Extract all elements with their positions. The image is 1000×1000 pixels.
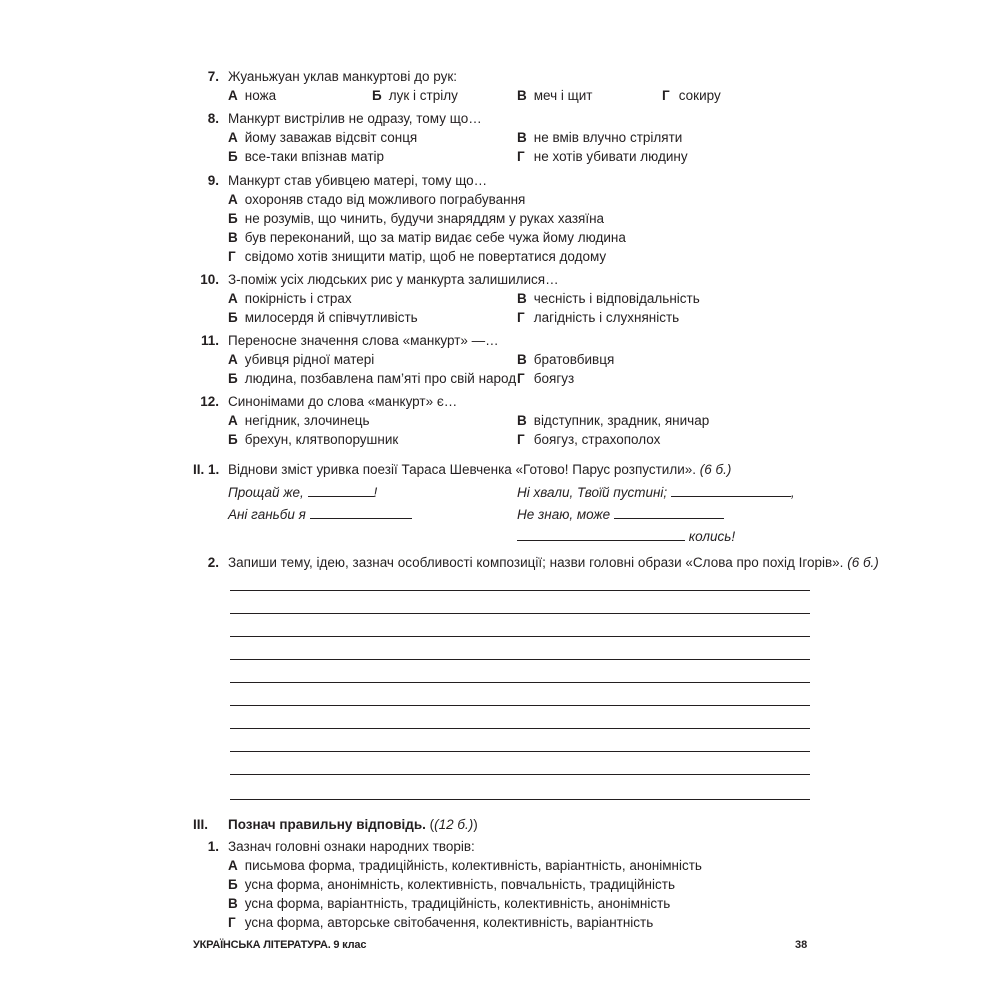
answer-option: А убивця рідної матері [228, 352, 375, 367]
answer-option: Г свідомо хотів знищити матір, щоб не повертатися додому [228, 249, 607, 264]
question-text: З-поміж усіх людських рис у манкурта залишилися… [228, 272, 559, 287]
answer-option: В відступник, зрадник, яничар [517, 413, 710, 428]
answer-option: А негідник, злочинець [228, 413, 370, 428]
footer-title: УКРАЇНСЬКА ЛІТЕРАТУРА. 9 клас [193, 939, 367, 951]
answer-line[interactable] [230, 613, 810, 614]
answer-option: Б лук і стрілу [372, 88, 458, 103]
answer-line[interactable] [230, 751, 810, 752]
page-number: 38 [795, 939, 808, 951]
poem-line: Прощай же, ! [228, 485, 378, 500]
question-text: Манкурт став убивцею матері, тому що… [228, 173, 488, 188]
answer-option: Г не хотів убивати людину [517, 149, 688, 164]
question-number: 12. [200, 394, 219, 409]
poem-line: колись! [517, 528, 735, 544]
answer-option: А ножа [228, 88, 277, 103]
answer-line[interactable] [230, 636, 810, 637]
answer-option: Г сокиру [662, 88, 721, 103]
fill-blank [310, 506, 412, 519]
question-text: Синонімами до слова «манкурт» є… [228, 394, 458, 409]
question-text: Переносне значення слова «манкурт» —… [228, 333, 499, 348]
answer-option: В не вмів влучно стріляти [517, 130, 683, 145]
answer-option: А покірність і страх [228, 291, 352, 306]
answer-option: Б усна форма, анонімність, колективність, повчальність, традиційність [228, 877, 675, 892]
section-title: Познач правильну відповідь. ((12 б.)) [228, 817, 478, 832]
answer-option: Б людина, позбавлена пам’яті про свій народ [228, 371, 517, 386]
question-text: Зазнач головні ознаки народних творів: [228, 839, 475, 854]
poem-line: Ні хвали, Твоїй пустині; , [517, 485, 795, 500]
question-text: Манкурт вистрілив не одразу, тому що… [228, 111, 482, 126]
answer-option: В братовбивця [517, 352, 615, 367]
answer-option: Г боягуз, страхополох [517, 432, 661, 447]
answer-option: В чесність і відповідальність [517, 291, 700, 306]
fill-blank [308, 484, 374, 497]
answer-line[interactable] [230, 705, 810, 706]
question-number: 10. [200, 272, 219, 287]
answer-option: В усна форма, варіантність, традиційність, колективність, анонімність [228, 896, 671, 911]
question-number: 9. [207, 173, 219, 188]
question-number: 2. [207, 555, 219, 570]
question-number: 7. [207, 69, 219, 84]
answer-option: А йому заважав відсвіт сонця [228, 130, 418, 145]
answer-line[interactable] [230, 682, 810, 683]
task-text: Віднови зміст уривка поезії Тараса Шевченка «Готово! Парус розпустили». (6 б.) [228, 462, 732, 477]
fill-blank [517, 528, 685, 541]
answer-option: В меч і щит [517, 88, 593, 103]
answer-option: А охороняв стадо від можливого пограбування [228, 192, 526, 207]
question-number: 11. [200, 333, 219, 348]
fill-blank [614, 506, 724, 519]
answer-line[interactable] [230, 590, 810, 591]
answer-option: Б не розумів, що чинить, будучи знаряддям у руках хазяїна [228, 211, 605, 226]
section-number: ІІ. 1. [193, 462, 220, 477]
answer-line[interactable] [230, 774, 810, 775]
answer-line[interactable] [230, 799, 810, 800]
task-text: Запиши тему, ідею, зазнач особливості композиції; назви головні образи «Слова про похід Ігорів». (6 б.) [228, 555, 879, 570]
question-number: 1. [207, 839, 219, 854]
answer-option: Г усна форма, авторське світобачення, колективність, варіантність [228, 915, 654, 930]
question-text: Жуаньжуан уклав манкуртові до рук: [228, 69, 457, 84]
answer-option: Б брехун, клятвопорушник [228, 432, 399, 447]
answer-option: Б милосердя й співчутливість [228, 310, 418, 325]
answer-line[interactable] [230, 659, 810, 660]
section-number: ІІІ. [193, 817, 209, 832]
answer-line[interactable] [230, 728, 810, 729]
answer-option: В був переконаний, що за матір видає себе чужа йому людина [228, 230, 626, 245]
poem-line: Не знаю, може [517, 506, 724, 522]
question-number: 8. [207, 111, 219, 126]
answer-option: А письмова форма, традиційність, колективність, варіантність, анонімність [228, 858, 702, 873]
answer-option: Г боягуз [517, 371, 575, 386]
poem-line: Ані ганьби я [228, 506, 412, 522]
answer-option: Г лагідність і слухняність [517, 310, 680, 325]
answer-option: Б все-таки впізнав матір [228, 149, 385, 164]
fill-blank [671, 484, 791, 497]
